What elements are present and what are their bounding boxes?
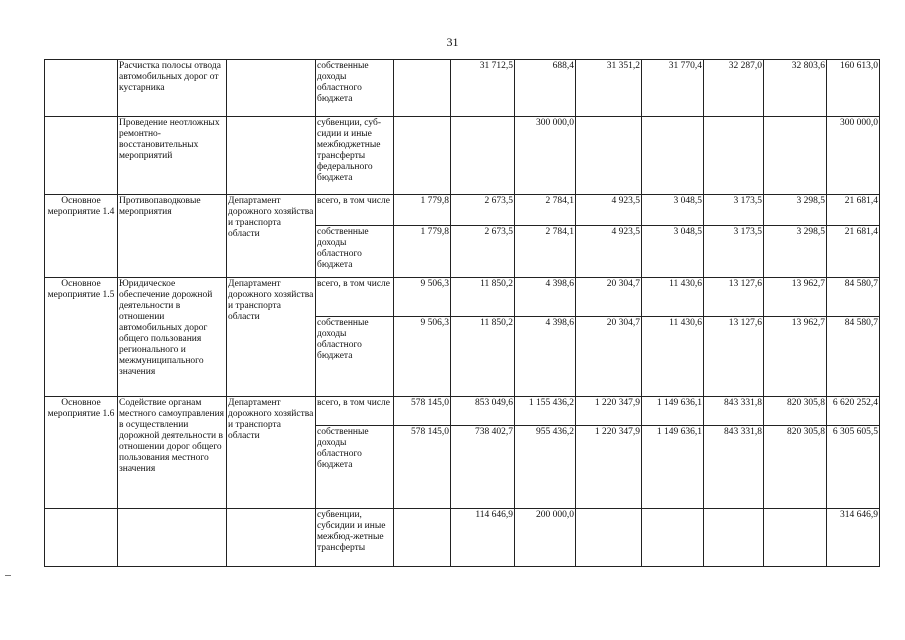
value-cell: 13 962,7 bbox=[764, 278, 827, 317]
value-cell: 820 305,8 bbox=[764, 397, 827, 426]
value-cell: 1 220 347,9 bbox=[576, 426, 642, 509]
value-cell bbox=[704, 117, 764, 195]
executor-cell: Департамент дорожного хозяйства и транспорта области bbox=[227, 397, 316, 509]
total-cell: 21 681,4 bbox=[827, 195, 880, 226]
value-cell: 2 673,5 bbox=[451, 226, 515, 278]
value-cell: 11 430,6 bbox=[642, 317, 704, 397]
value-cell: 11 850,2 bbox=[451, 317, 515, 397]
value-cell bbox=[576, 509, 642, 567]
value-cell: 300 000,0 bbox=[515, 117, 576, 195]
value-cell: 9 506,3 bbox=[394, 278, 451, 317]
value-cell: 4 923,5 bbox=[576, 226, 642, 278]
total-cell: 160 613,0 bbox=[827, 60, 880, 117]
activity-name-cell: Проведение неотложных ремонтно-восстановительных мероприятий bbox=[118, 117, 227, 195]
funding-source-cell: всего, в том числе bbox=[316, 195, 394, 226]
funding-source-cell: собственные доходы областного бюджета bbox=[316, 426, 394, 509]
value-cell bbox=[394, 117, 451, 195]
value-cell: 32 287,0 bbox=[704, 60, 764, 117]
value-cell: 1 149 636,1 bbox=[642, 397, 704, 426]
value-cell: 820 305,8 bbox=[764, 426, 827, 509]
funding-source-cell: всего, в том числе bbox=[316, 397, 394, 426]
activity-name-cell bbox=[118, 509, 227, 567]
table-row bbox=[45, 397, 880, 426]
event-cell: Основное мероприятие 1.6 bbox=[45, 397, 118, 509]
value-cell: 31 712,5 bbox=[451, 60, 515, 117]
value-cell: 20 304,7 bbox=[576, 278, 642, 317]
value-cell bbox=[764, 509, 827, 567]
value-cell bbox=[451, 117, 515, 195]
value-cell: 3 173,5 bbox=[704, 195, 764, 226]
value-cell: 13 962,7 bbox=[764, 317, 827, 397]
value-cell: 4 398,6 bbox=[515, 317, 576, 397]
value-cell: 2 784,1 bbox=[515, 195, 576, 226]
total-cell: 21 681,4 bbox=[827, 226, 880, 278]
value-cell: 9 506,3 bbox=[394, 317, 451, 397]
value-cell: 853 049,6 bbox=[451, 397, 515, 426]
executor-cell: Департамент дорожного хозяйства и транспорта области bbox=[227, 195, 316, 278]
executor-cell bbox=[227, 117, 316, 195]
budget-table bbox=[44, 59, 880, 567]
value-cell bbox=[642, 117, 704, 195]
value-cell: 1 149 636,1 bbox=[642, 426, 704, 509]
value-cell: 3 298,5 bbox=[764, 226, 827, 278]
value-cell: 3 298,5 bbox=[764, 195, 827, 226]
value-cell: 4 398,6 bbox=[515, 278, 576, 317]
value-cell bbox=[576, 117, 642, 195]
value-cell: 843 331,8 bbox=[704, 397, 764, 426]
value-cell: 4 923,5 bbox=[576, 195, 642, 226]
value-cell bbox=[394, 509, 451, 567]
value-cell bbox=[394, 60, 451, 117]
table-row bbox=[45, 60, 880, 117]
value-cell: 31 351,2 bbox=[576, 60, 642, 117]
table-row bbox=[45, 117, 880, 195]
event-cell bbox=[45, 117, 118, 195]
value-cell: 11 850,2 bbox=[451, 278, 515, 317]
value-cell: 955 436,2 bbox=[515, 426, 576, 509]
value-cell bbox=[642, 509, 704, 567]
total-cell: 6 620 252,4 bbox=[827, 397, 880, 426]
event-cell: Основное мероприятие 1.5 bbox=[45, 278, 118, 397]
page-number: 31 bbox=[446, 35, 459, 49]
total-cell: 84 580,7 bbox=[827, 278, 880, 317]
value-cell: 3 173,5 bbox=[704, 226, 764, 278]
scan-margin-mark bbox=[5, 575, 11, 576]
value-cell: 200 000,0 bbox=[515, 509, 576, 567]
value-cell: 688,4 bbox=[515, 60, 576, 117]
table-row bbox=[45, 509, 880, 567]
value-cell: 32 803,6 bbox=[764, 60, 827, 117]
activity-name-cell: Юридическое обеспечение дорожной деятельности в отношении автомобильных дорог общего пользования регионального и межмуниципального значения bbox=[118, 278, 227, 397]
event-cell bbox=[45, 60, 118, 117]
value-cell: 578 145,0 bbox=[394, 426, 451, 509]
value-cell: 31 770,4 bbox=[642, 60, 704, 117]
activity-name-cell: Противопаводковые мероприятия bbox=[118, 195, 227, 278]
value-cell: 843 331,8 bbox=[704, 426, 764, 509]
table-row bbox=[45, 195, 880, 226]
funding-source-cell: собственные доходы областного бюджета bbox=[316, 60, 394, 117]
executor-cell bbox=[227, 60, 316, 117]
funding-source-cell: всего, в том числе bbox=[316, 278, 394, 317]
value-cell: 11 430,6 bbox=[642, 278, 704, 317]
total-cell: 300 000,0 bbox=[827, 117, 880, 195]
executor-cell: Департамент дорожного хозяйства и транспорта области bbox=[227, 278, 316, 397]
event-cell bbox=[45, 509, 118, 567]
value-cell: 1 779,8 bbox=[394, 226, 451, 278]
value-cell bbox=[704, 509, 764, 567]
funding-source-cell: субвенции, суб-сидии и иные межбюджетные трансферты федерального бюджета bbox=[316, 117, 394, 195]
total-cell: 314 646,9 bbox=[827, 509, 880, 567]
value-cell: 114 646,9 bbox=[451, 509, 515, 567]
value-cell: 578 145,0 bbox=[394, 397, 451, 426]
value-cell: 20 304,7 bbox=[576, 317, 642, 397]
value-cell: 13 127,6 bbox=[704, 317, 764, 397]
value-cell: 13 127,6 bbox=[704, 278, 764, 317]
value-cell: 3 048,5 bbox=[642, 226, 704, 278]
value-cell: 1 220 347,9 bbox=[576, 397, 642, 426]
event-cell: Основное мероприятие 1.4 bbox=[45, 195, 118, 278]
executor-cell bbox=[227, 509, 316, 567]
activity-name-cell: Расчистка полосы отвода автомобильных дорог от кустарника bbox=[118, 60, 227, 117]
value-cell: 738 402,7 bbox=[451, 426, 515, 509]
value-cell: 3 048,5 bbox=[642, 195, 704, 226]
value-cell: 2 784,1 bbox=[515, 226, 576, 278]
value-cell bbox=[764, 117, 827, 195]
value-cell: 2 673,5 bbox=[451, 195, 515, 226]
value-cell: 1 779,8 bbox=[394, 195, 451, 226]
table-row bbox=[45, 278, 880, 317]
funding-source-cell: собственные доходы областного бюджета bbox=[316, 317, 394, 397]
total-cell: 6 305 605,5 bbox=[827, 426, 880, 509]
total-cell: 84 580,7 bbox=[827, 317, 880, 397]
activity-name-cell: Содействие органам местного самоуправления в осуществлении дорожной деятельности в отношении дорог общего пользования местного значения bbox=[118, 397, 227, 509]
funding-source-cell: субвенции, субсидии и иные межбюд-жетные трансферты bbox=[316, 509, 394, 567]
funding-source-cell: собственные доходы областного бюджета bbox=[316, 226, 394, 278]
value-cell: 1 155 436,2 bbox=[515, 397, 576, 426]
